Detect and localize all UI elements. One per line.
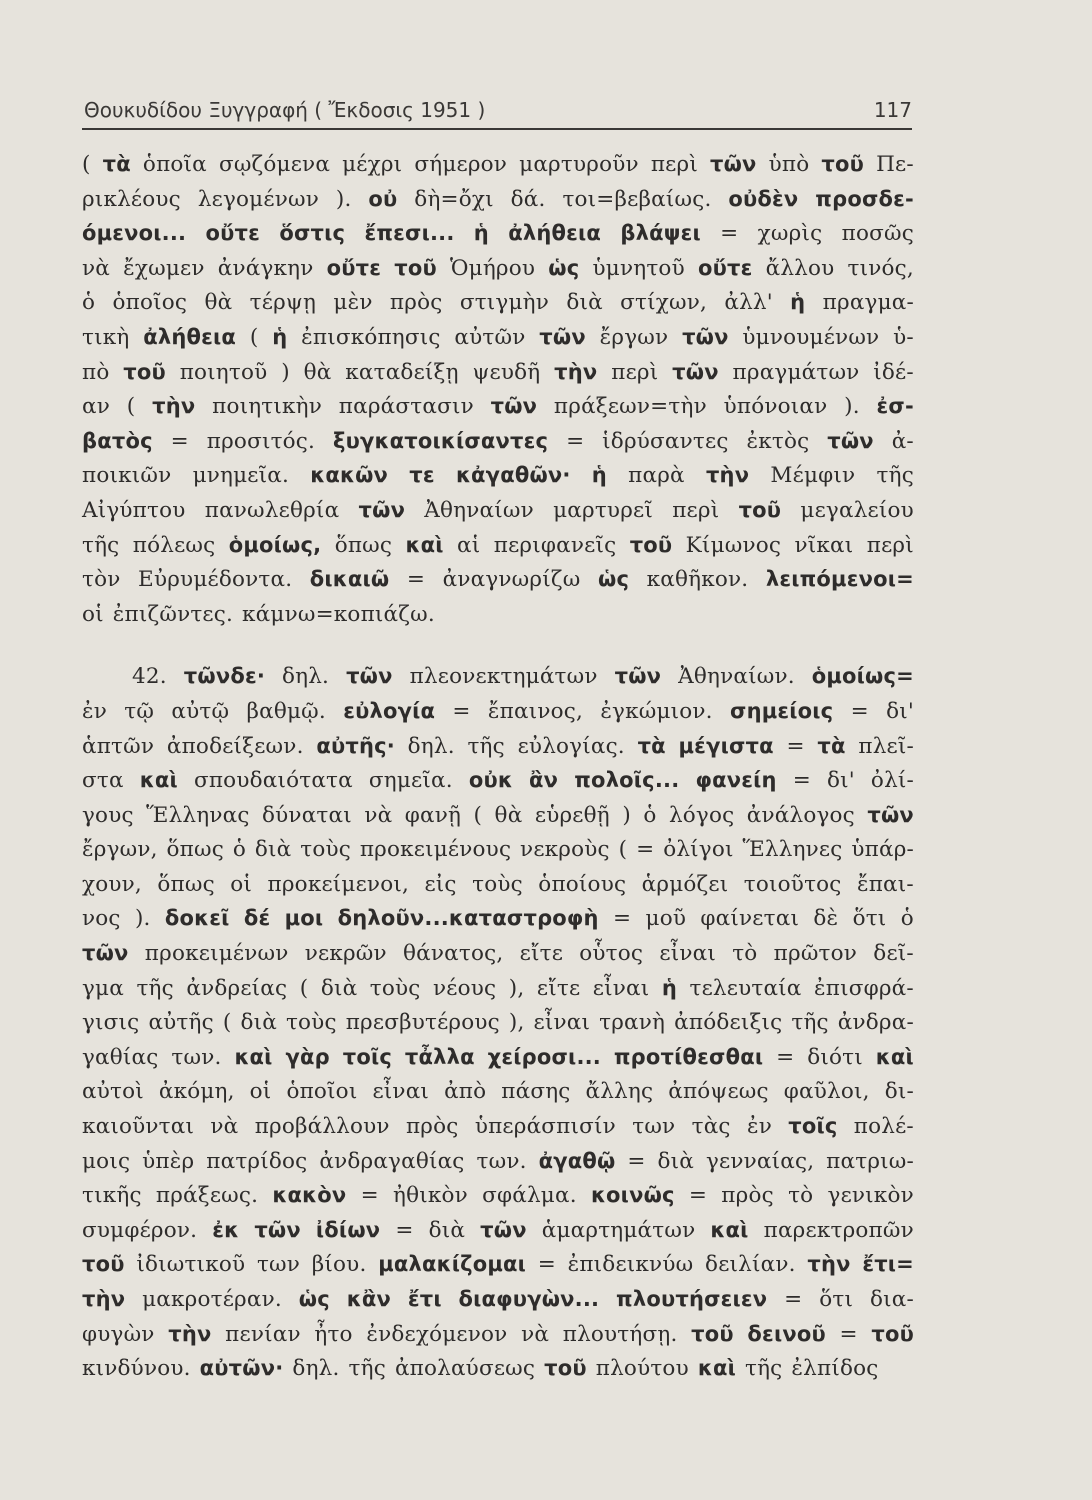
text-line: 42. τῶνδε· δηλ. τῶν πλεονεκτημάτων τῶν Ἀθηναίων. ὁμοίως=: [132, 664, 914, 690]
text-line: ποικιῶν μνημεῖα. κακῶν τε κἀγαθῶν· ἡ παρὰ τὴν Μέμφιν τῆς: [82, 463, 914, 489]
text-line: τὸν Εὐρυμέδοντα. δικαιῶ = ἀναγνωρίζω ὡς καθῆκον. λειπόμενοι=: [82, 567, 914, 593]
text-line: καιοῦνται νὰ προβάλλουν πρὸς ὑπεράσπισίν των τὰς ἐν τοῖς πολέ-: [82, 1114, 914, 1140]
text-line: τῶν προκειμένων νεκρῶν θάνατος, εἴτε οὗτος εἶναι τὸ πρῶτον δεῖ-: [82, 941, 914, 967]
paragraph-1: [82, 152, 914, 636]
text-line: συμφέρον. ἐκ τῶν ἰδίων = διὰ τῶν ἁμαρτημάτων καὶ παρεκτροπῶν: [82, 1217, 914, 1243]
text-line: βατὸς = προσιτός. ξυγκατοικίσαντες = ἱδρύσαντες ἐκτὸς τῶν ἀ-: [82, 428, 914, 454]
text-line: πὸ τοῦ ποιητοῦ ) θὰ καταδείξῃ ψευδῆ τὴν περὶ τῶν πραγμάτων ἰδέ-: [82, 359, 914, 385]
text-line: νος ). δοκεῖ δέ μοι δηλοῦν...καταστροφὴ = μοῦ φαίνεται δὲ ὅτι ὁ: [82, 906, 914, 932]
text-line: όμενοι... οὔτε ὅστις ἔπεσι... ἡ ἀλήθεια βλάψει = χωρὶς ποσῶς: [82, 221, 914, 247]
paragraph-2: [82, 664, 914, 1390]
text-line: νὰ ἔχωμεν ἀνάγκην οὔτε τοῦ Ὁμήρου ὡς ὑμνητοῦ οὔτε ἄλλου τινός,: [82, 255, 914, 281]
text-line: ἐν τῷ αὐτῷ βαθμῷ. εὐλογία = ἔπαινος, ἐγκώμιον. σημείοις = δι': [82, 698, 914, 724]
text-line: ρικλέους λεγομένων ). οὐ δὴ=ὄχι δά. τοι=βεβαίως. οὐδὲν προσδε-: [82, 186, 914, 212]
text-line: οἱ ἐπιζῶντες. κάμνω=κοπιάζω.: [82, 601, 435, 627]
text-line: ἔργων, ὅπως ὁ διὰ τοὺς προκειμένους νεκροὺς ( = ὀλίγοι Ἕλληνες ὑπάρ-: [82, 837, 914, 863]
text-line: αν ( τὴν ποιητικὴν παράστασιν τῶν πράξεων=τὴν ὑπόνοιαν ). ἐσ-: [82, 394, 914, 420]
text-line: τικὴ ἀλήθεια ( ἡ ἐπισκόπησις αὐτῶν τῶν ἔργων τῶν ὑμνουμένων ὑ-: [82, 324, 914, 350]
page-number: 117: [873, 98, 912, 122]
text-line: ἁπτῶν ἀποδείξεων. αὐτῆς· δηλ. τῆς εὐλογίας. τὰ μέγιστα = τὰ πλεῖ-: [82, 733, 914, 759]
text-line: τῆς πόλεως ὁμοίως, ὅπως καὶ αἱ περιφανεῖς τοῦ Κίμωνος νῖκαι περὶ: [82, 532, 914, 558]
header-rule: [82, 128, 912, 130]
commentary-body: [82, 152, 914, 1391]
text-line: γμα τῆς ἀνδρείας ( διὰ τοὺς νέους ), εἴτε εἶναι ἡ τελευταία ἐπισφρά-: [82, 975, 914, 1001]
text-line: μοις ὑπὲρ πατρίδος ἀνδραγαθίας των. ἀγαθῷ = διὰ γενναίας, πατριω-: [82, 1148, 914, 1174]
header-title: Θουκυδίδου Ξυγγραφή ( Ἔκδοσις 1951 ): [84, 98, 486, 122]
text-line: αὐτοὶ ἀκόμη, οἱ ὁποῖοι εἶναι ἀπὸ πάσης ἄλλης ἀπόψεως φαῦλοι, δι-: [82, 1079, 914, 1105]
text-line: ( τὰ ὁποῖα σῳζόμενα μέχρι σήμερον μαρτυροῦν περὶ τῶν ὑπὸ τοῦ Πε-: [82, 152, 914, 177]
text-line: τὴν μακροτέραν. ὡς κἂν ἔτι διαφυγὼν... πλουτήσειεν = ὅτι δια-: [82, 1287, 914, 1312]
text-line: γισις αὐτῆς ( διὰ τοὺς πρεσβυτέρους ), εἶναι τρανὴ ἀπόδειξις τῆς ἀνδρα-: [82, 1010, 914, 1036]
text-line: στα καὶ σπουδαιότατα σημεῖα. οὐκ ἂν πολοῖς... φανείη = δι' ὀλί-: [82, 768, 914, 794]
text-line: Αἰγύπτου πανωλεθρία τῶν Ἀθηναίων μαρτυρεῖ περὶ τοῦ μεγαλείου: [82, 497, 914, 523]
text-line: γαθίας των. καὶ γὰρ τοῖς τἆλλα χείροσι... προτίθεσθαι = διότι καὶ: [82, 1044, 914, 1070]
text-line: γους Ἕλληνας δύναται νὰ φανῇ ( θὰ εὑρεθῇ ) ὁ λόγος ἀνάλογος τῶν: [82, 802, 914, 828]
text-line: τικῆς πράξεως. κακὸν = ἠθικὸν σφάλμα. κοινῶς = πρὸς τὸ γενικὸν: [82, 1183, 914, 1209]
text-line: κινδύνου. αὐτῶν· δηλ. τῆς ἀπολαύσεως τοῦ πλούτου καὶ τῆς ἐλπίδος: [82, 1356, 879, 1382]
running-header: [84, 98, 912, 122]
text-line: φυγὼν τὴν πενίαν ἦτο ἐνδεχόμενον νὰ πλουτήσῃ. τοῦ δεινοῦ = τοῦ: [82, 1321, 914, 1347]
text-line: τοῦ ἰδιωτικοῦ των βίου. μαλακίζομαι = ἐπιδεικνύω δειλίαν. τὴν ἔτι=: [82, 1252, 914, 1278]
text-line: χουν, ὅπως οἱ προκείμενοι, εἰς τοὺς ὁποίους ἁρμόζει τοιοῦτος ἔπαι-: [82, 871, 914, 897]
text-line: ὁ ὁποῖος θὰ τέρψῃ μὲν πρὸς στιγμὴν διὰ στίχων, ἀλλ' ἡ πραγμα-: [82, 290, 914, 316]
